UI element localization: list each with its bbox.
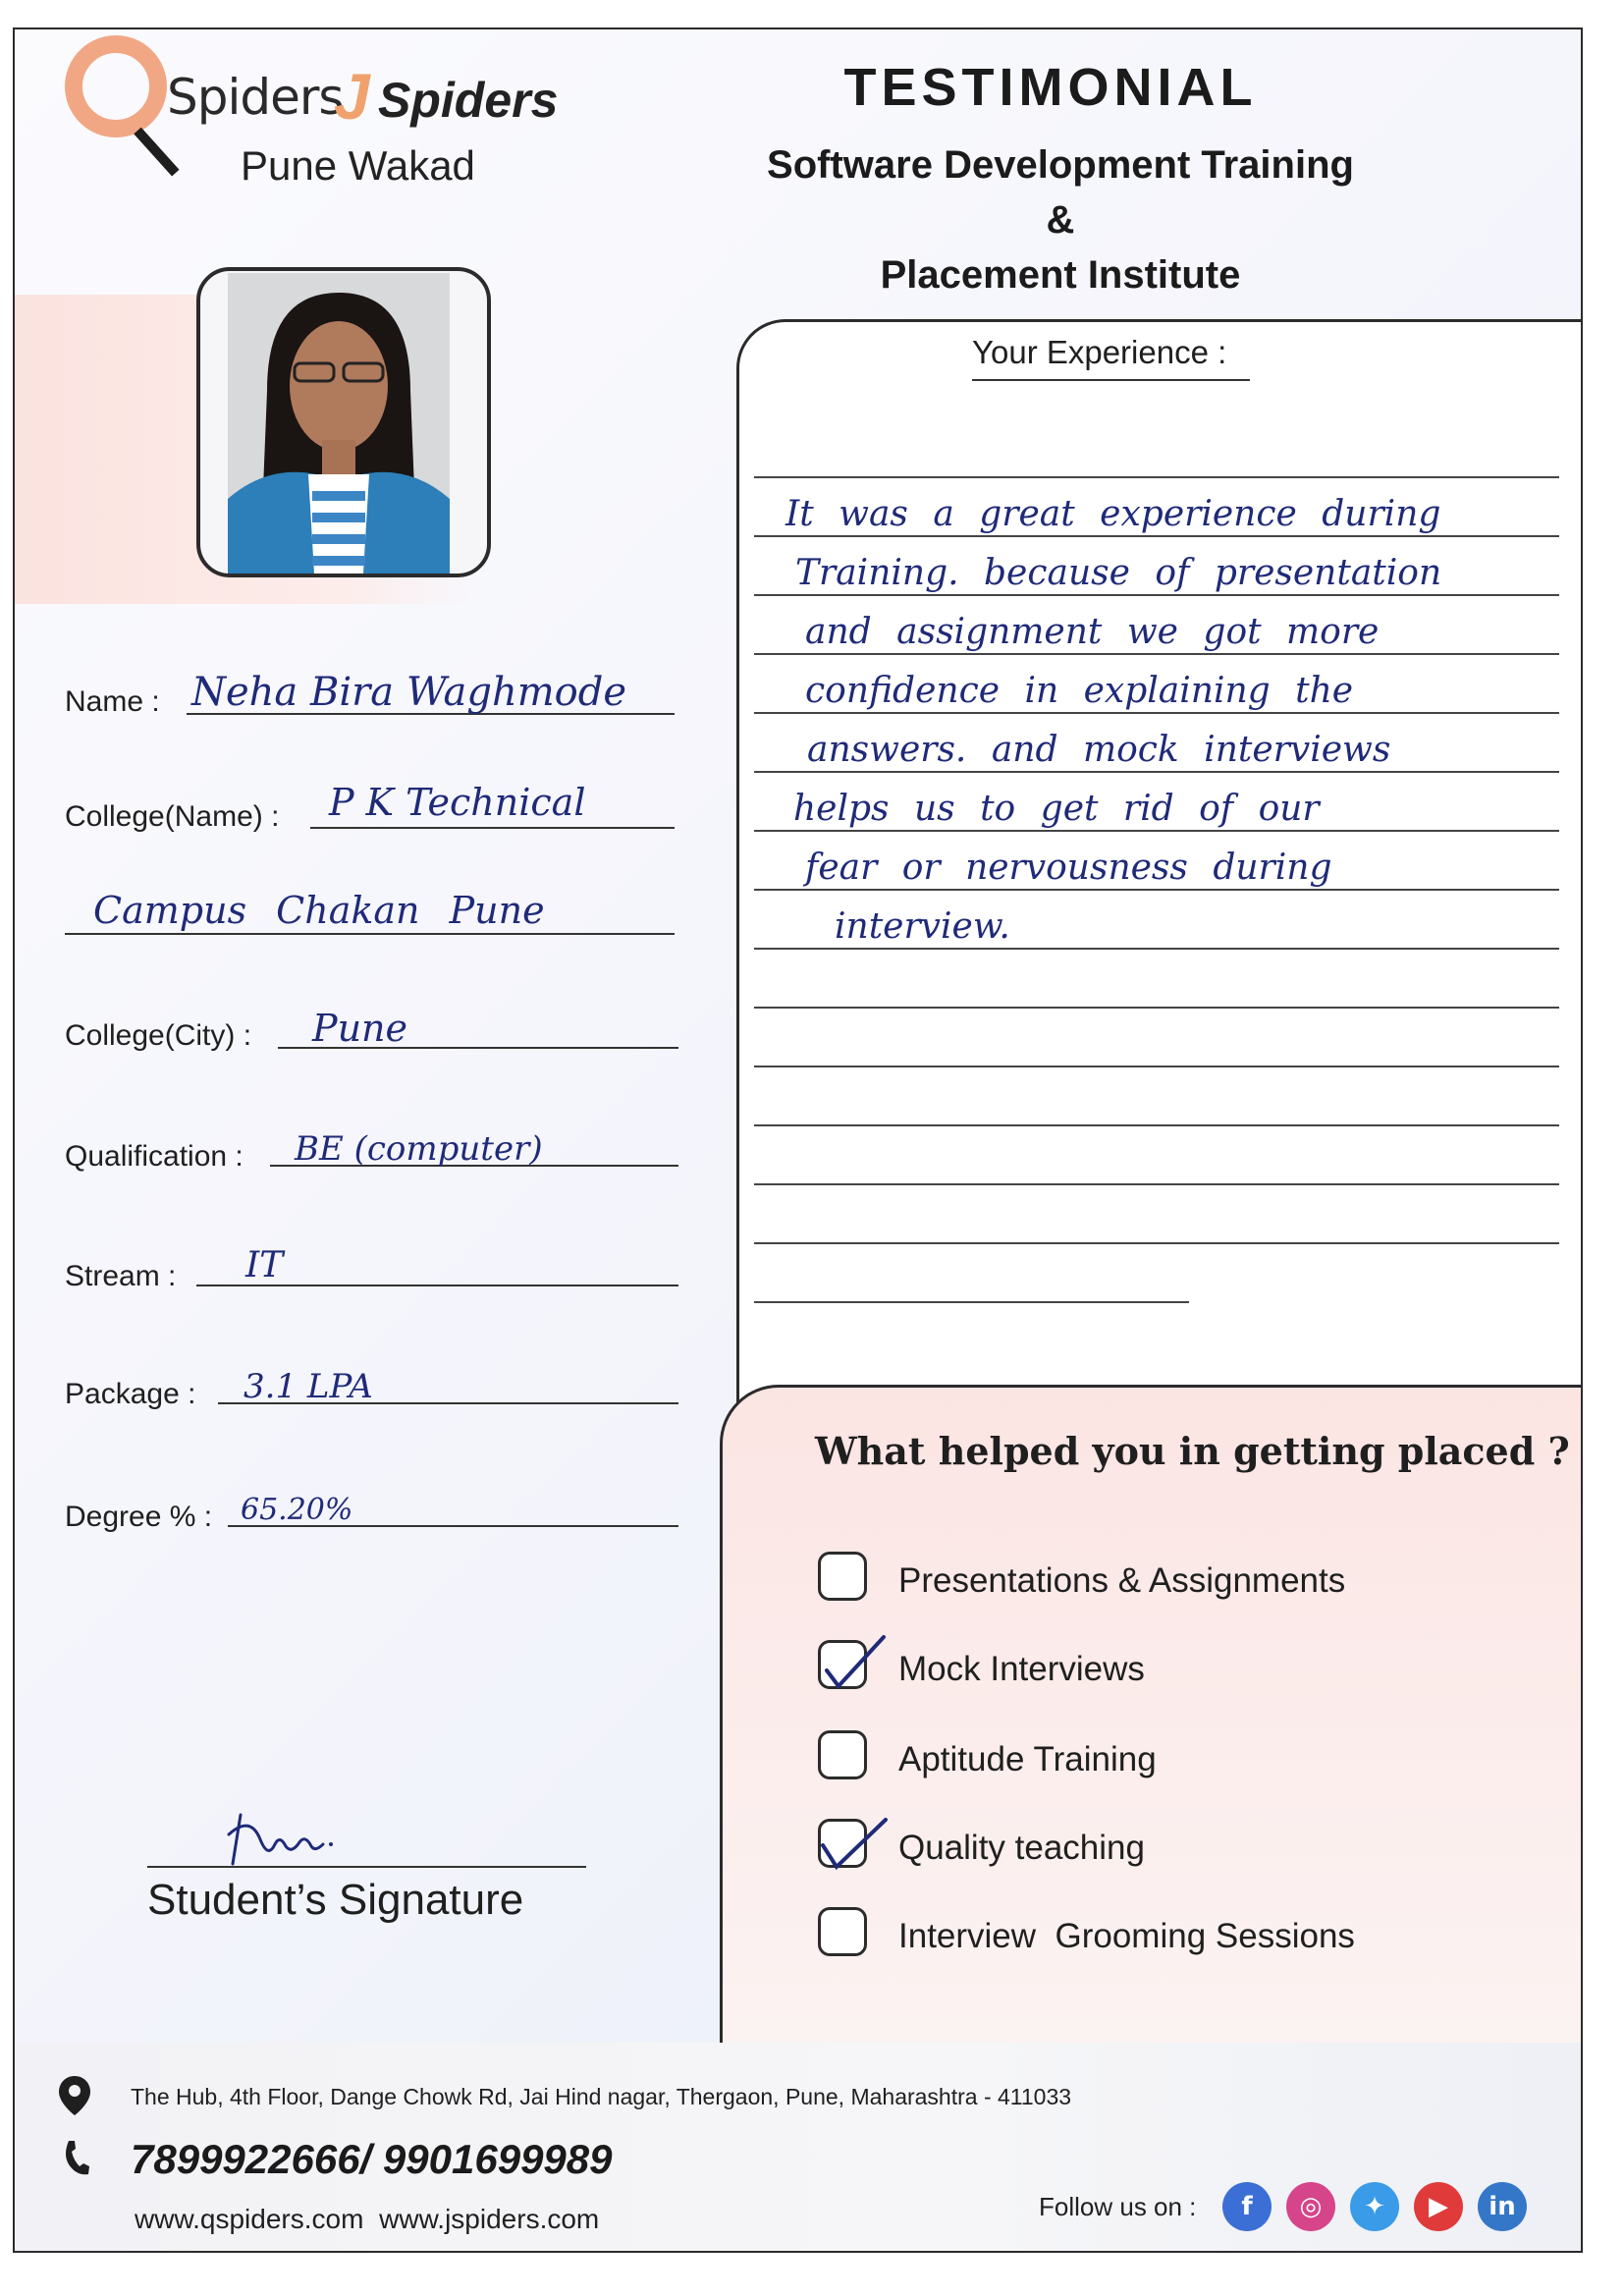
phone-numbers: 7899922666/ 9901699989 (131, 2136, 613, 2182)
phone-icon (61, 2139, 90, 2183)
ruled-line (754, 476, 1559, 478)
ruled-line (754, 1242, 1559, 1244)
checkbox-quality-teaching[interactable] (818, 1819, 867, 1868)
address-text: The Hub, 4th Floor, Dange Chowk Rd, Jai Hind nagar, Thergaon, Pune, Maharashtra - 411033 (131, 2084, 1072, 2109)
college-name-line-2 (65, 933, 675, 935)
checkbox-presentations[interactable] (818, 1552, 867, 1601)
college-name-value[interactable]: P K Technical (329, 781, 586, 824)
ruled-line (754, 594, 1559, 596)
student-photo (228, 273, 450, 574)
name-value[interactable]: Neha Bira Waghmode (191, 670, 627, 715)
ruled-line (754, 1124, 1559, 1126)
experience-line-7[interactable]: fear or nervousness during (805, 847, 1332, 888)
option-mock-interviews-label: Mock Interviews (898, 1650, 1145, 1688)
youtube-icon[interactable]: ▶ (1414, 2182, 1463, 2231)
checkbox-aptitude[interactable] (818, 1730, 867, 1779)
ruled-line (754, 712, 1559, 714)
jspiders-logo-text: Spiders (378, 73, 559, 128)
subtitle-line-2: Placement Institute (880, 253, 1241, 297)
experience-line-1[interactable]: It was a great experience during (785, 494, 1441, 534)
ruled-line (754, 771, 1559, 773)
option-grooming-label: Interview Grooming Sessions (898, 1917, 1355, 1955)
option-presentations-label: Presentations & Assignments (898, 1561, 1346, 1600)
subtitle-line-1: Software Development Training & (767, 143, 1354, 242)
stream-value[interactable]: IT (245, 1245, 284, 1285)
ruled-line (754, 653, 1559, 655)
name-label: Name : (65, 685, 160, 718)
instagram-icon[interactable]: ◎ (1286, 2182, 1335, 2231)
checkbox-mock-interviews[interactable] (818, 1640, 867, 1689)
ruled-line (754, 830, 1559, 832)
ruled-line (754, 1183, 1559, 1185)
page-title: TESTIMONIAL (843, 58, 1258, 117)
help-title: What helped you in getting placed ? (815, 1429, 1570, 1473)
qualification-value[interactable]: BE (computer) (295, 1129, 543, 1169)
branch-name: Pune Wakad (241, 142, 475, 189)
college-name-value-2[interactable]: Campus Chakan Pune (93, 889, 545, 932)
jspiders-logo-j: J (334, 60, 370, 133)
experience-title: Your Experience : (972, 334, 1227, 370)
qspiders-logo-text: Spiders (167, 69, 344, 126)
facebook-icon[interactable]: f (1222, 2182, 1272, 2231)
stream-label: Stream : (65, 1260, 177, 1292)
option-quality-teaching-label: Quality teaching (898, 1829, 1145, 1867)
linkedin-icon[interactable]: in (1478, 2182, 1527, 2231)
degree-label: Degree % : (65, 1501, 213, 1533)
checkmark-icon (817, 1806, 895, 1875)
package-label: Package : (65, 1378, 196, 1410)
website-links[interactable]: www.qspiders.com www.jspiders.com (135, 2204, 600, 2234)
location-pin-icon (57, 2074, 92, 2122)
ruled-line (754, 1301, 1189, 1303)
qualification-label: Qualification : (65, 1140, 244, 1173)
twitter-icon[interactable]: ✦ (1350, 2182, 1399, 2231)
ruled-line (754, 1007, 1559, 1009)
experience-title-underline (972, 379, 1250, 381)
degree-value[interactable]: 65.20% (241, 1493, 353, 1527)
ruled-line (754, 535, 1559, 537)
experience-line-4[interactable]: confidence in explaining the (805, 671, 1354, 711)
checkmark-icon (817, 1627, 895, 1696)
qspiders-logo-icon (65, 35, 167, 137)
college-city-label: College(City) : (65, 1019, 252, 1052)
experience-line-3[interactable]: and assignment we got more (805, 612, 1380, 652)
ruled-line (754, 1066, 1559, 1067)
college-name-line (310, 827, 675, 829)
ruled-line (754, 889, 1559, 891)
signature-label: Student’s Signature (147, 1876, 524, 1924)
page-subtitle (756, 137, 1365, 302)
experience-line-8[interactable]: interview. (835, 906, 1010, 947)
experience-line-5[interactable]: answers. and mock interviews (807, 730, 1391, 770)
college-city-value[interactable]: Pune (312, 1007, 408, 1050)
college-name-label: College(Name) : (65, 800, 280, 833)
ruled-line (754, 948, 1559, 950)
follow-label: Follow us on : (1039, 2192, 1197, 2221)
signature-line (147, 1866, 586, 1868)
checkbox-grooming[interactable] (818, 1907, 867, 1956)
package-value[interactable]: 3.1 LPA (244, 1367, 373, 1406)
experience-line-2[interactable]: Training. because of presentation (795, 553, 1442, 593)
experience-line-6[interactable]: helps us to get rid of our (793, 789, 1320, 829)
option-aptitude-label: Aptitude Training (898, 1740, 1157, 1778)
